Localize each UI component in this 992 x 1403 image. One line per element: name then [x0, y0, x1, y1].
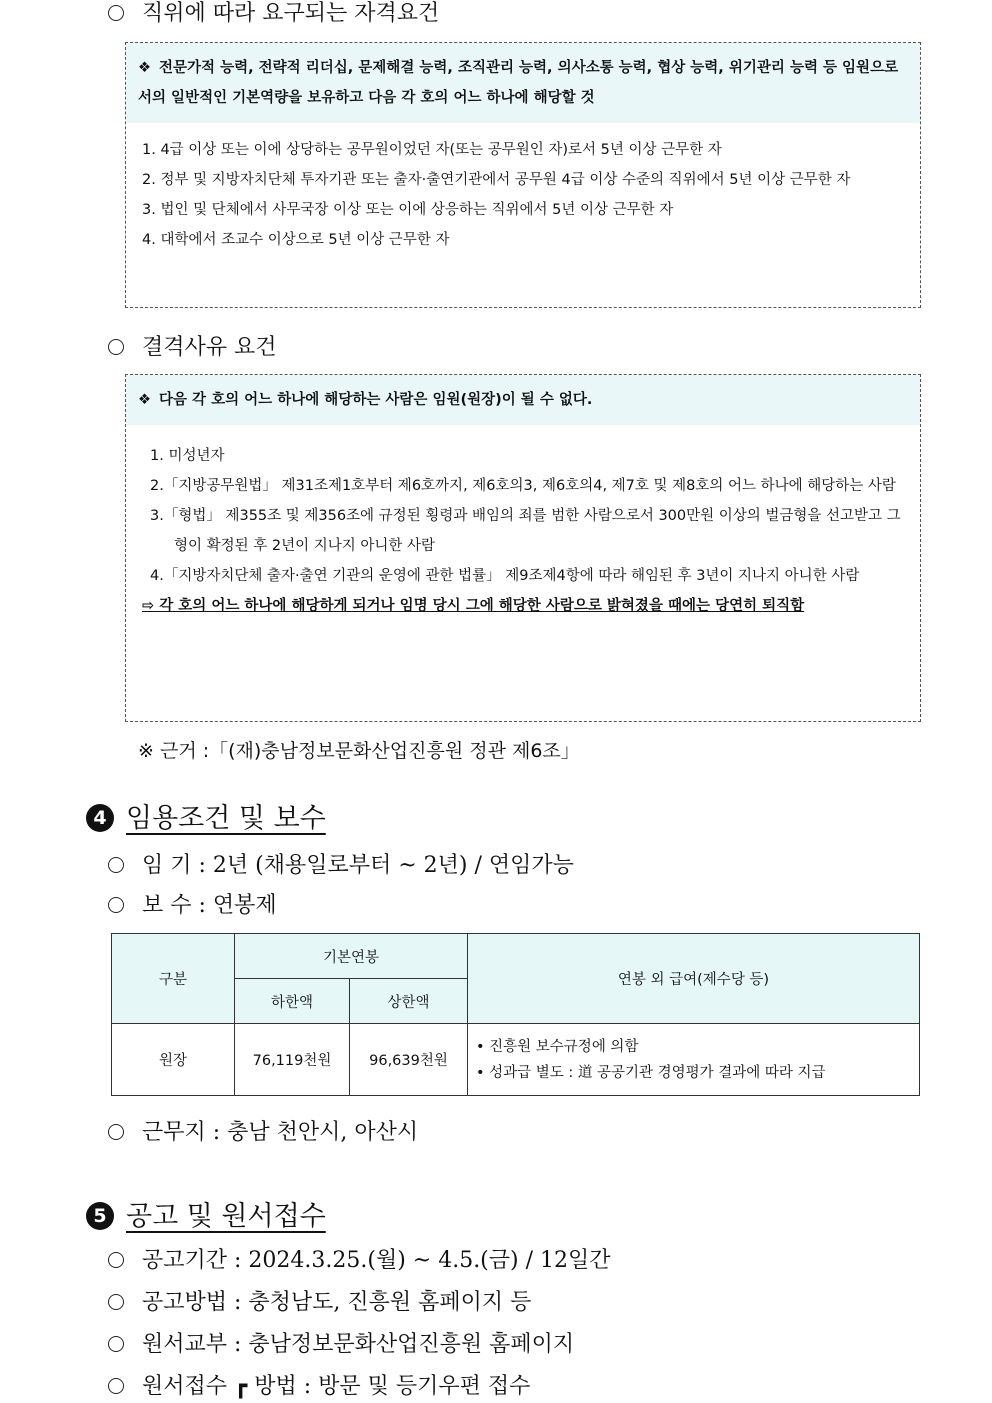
list-item: 2.「지방공무원법」 제31조제1호부터 제6호까지, 제6호의3, 제6호의4, 제7호 및 제8호의 어느 하나에 해당하는 사람 — [150, 478, 896, 494]
list-item: 4.「지방자치단체 출자·출연 기관의 운영에 관한 법률」 제9조제4항에 따라 해임된 후 3년이 지나지 아니한 사람 — [150, 568, 860, 584]
extra-pay-item: • 성과급 별도 : 道 공공기관 경영평가 결과에 따라 지급 — [476, 1064, 826, 1081]
table-header-max: 상한액 — [350, 979, 468, 1024]
qualification-heading: 직위에 따라 요구되는 자격요건 — [108, 0, 439, 27]
table-header-type: 구분 — [112, 934, 235, 1024]
circle-bullet-icon — [108, 897, 124, 913]
circle-bullet-icon — [108, 857, 124, 873]
basis-note: ※ 근거 :「(재)충남정보문화산업진흥원 정관 제6조」 — [138, 740, 580, 762]
table-header-extra: 연봉 외 급여(제수당 등) — [468, 934, 920, 1024]
section-5-title: 5 공고 및 원서접수 — [86, 1194, 326, 1233]
number-5-icon: 5 — [86, 1202, 114, 1230]
diamond-star-icon: ❖ — [138, 392, 151, 408]
table-header-base: 기본연봉 — [235, 934, 468, 979]
extra-pay-item: • 진흥원 보수규정에 의함 — [476, 1038, 639, 1055]
row-label: 원장 — [112, 1024, 235, 1096]
salary-min: 76,119천원 — [235, 1024, 350, 1096]
form-line: 원서교부 : 충남정보문화산업진흥원 홈페이지 — [108, 1327, 574, 1358]
term-line: 임 기 : 2년 (채용일로부터 ~ 2년) / 연임가능 — [108, 848, 574, 879]
circle-bullet-icon — [108, 1378, 124, 1394]
retirement-notice: ⇨ 각 호의 어느 하나에 해당하게 되거나 임명 당시 그에 해당한 사람으로 밝혀졌을 때에는 당연히 퇴직함 — [142, 598, 805, 614]
method-line: 공고방법 : 충청남도, 진흥원 홈페이지 등 — [108, 1285, 531, 1316]
qualification-list — [126, 123, 920, 269]
circle-bullet-icon — [108, 1294, 124, 1310]
list-item: 4. 대학에서 조교수 이상으로 5년 이상 근무한 자 — [142, 232, 450, 248]
extra-pay — [468, 1024, 920, 1096]
disqualification-box — [125, 374, 921, 722]
disqualification-list — [126, 425, 920, 635]
disqualification-box-head: ❖ 다음 각 호의 어느 하나에 해당하는 사람은 임원(원장)이 될 수 없다. — [126, 375, 920, 425]
list-item: 3.「형법」 제355조 및 제356조에 규정된 횡령과 배임의 죄를 범한 사람으로서 300만원 이상의 벌금형을 선고받고 그 형이 확정된 후 2년이 지나지 아니한 사람 — [150, 508, 901, 554]
list-item: 2. 정부 및 지방자치단체 투자기관 또는 출자·출연기관에서 공무원 4급 이상 수준의 직위에서 5년 이상 근무한 자 — [142, 172, 851, 188]
circle-bullet-icon — [108, 1336, 124, 1352]
number-4-icon: 4 — [86, 804, 114, 832]
receipt-line: 원서접수 ┏ 방법 : 방문 및 등기우편 접수 — [108, 1369, 530, 1400]
qualification-box — [125, 42, 921, 308]
circle-bullet-icon — [108, 1124, 124, 1140]
diamond-star-icon: ❖ — [138, 60, 151, 76]
list-item: 1. 4급 이상 또는 이에 상당하는 공무원이었던 자(또는 공무원인 자)로서 5년 이상 근무한 자 — [142, 142, 722, 158]
salary-table — [111, 933, 920, 1096]
circle-bullet-icon — [108, 1252, 124, 1268]
table-row — [112, 1024, 920, 1096]
period-line: 공고기간 : 2024.3.25.(월) ~ 4.5.(금) / 12일간 — [108, 1243, 611, 1274]
table-header-min: 하한액 — [235, 979, 350, 1024]
circle-bullet-icon — [108, 339, 124, 355]
list-item: 3. 법인 및 단체에서 사무국장 이상 또는 이에 상응하는 직위에서 5년 이상 근무한 자 — [142, 202, 674, 218]
qualification-box-head: ❖ 전문가적 능력, 전략적 리더십, 문제해결 능력, 조직관리 능력, 의사소통 능력, 협상 능력, 위기관리 능력 등 임원으로서의 일반적인 기본역량을 보유하고 다음 각 호의 어느 하나에 해당할 것 — [126, 43, 920, 123]
list-item: 1. 미성년자 — [150, 448, 225, 464]
workplace-line: 근무지 : 충남 천안시, 아산시 — [108, 1115, 418, 1146]
salary-max: 96,639천원 — [350, 1024, 468, 1096]
salary-line: 보 수 : 연봉제 — [108, 888, 277, 919]
section-4-title: 4 임용조건 및 보수 — [86, 796, 326, 835]
circle-bullet-icon — [108, 5, 124, 21]
disqualification-heading: 결격사유 요건 — [108, 330, 277, 361]
